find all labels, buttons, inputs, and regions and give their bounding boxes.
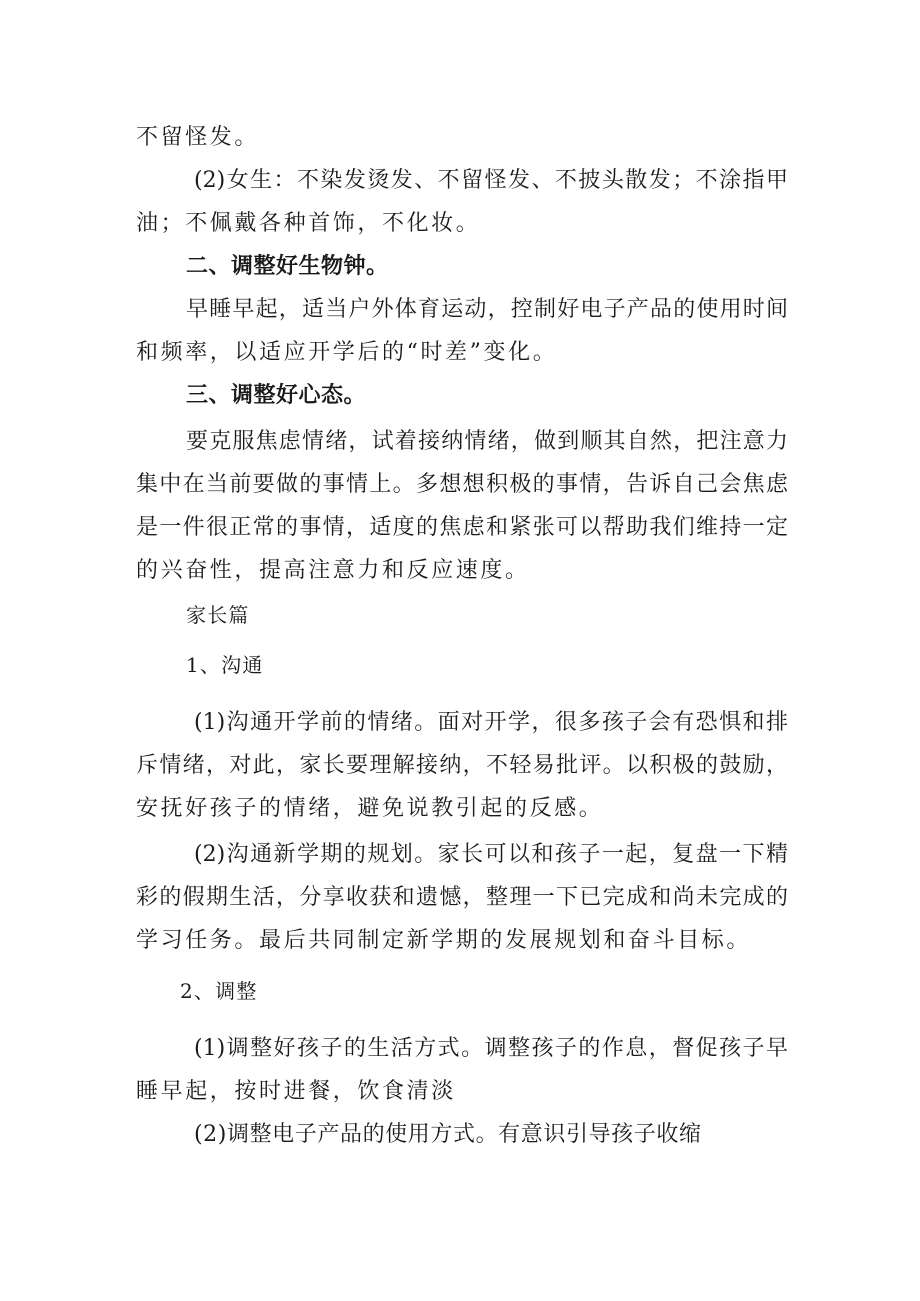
section-heading: 三、调整好心态。	[186, 383, 367, 408]
subsection-title: 1、沟通	[186, 653, 264, 677]
paragraph-line: 和频率，以适应开学后的“时差”变化。	[136, 340, 558, 365]
paragraph-line: 早睡早起，适当户外体育运动，控制好电子产品的使用时间	[186, 297, 788, 322]
paragraph-line: 要克服焦虑情绪，试着接纳情绪，做到顺其自然，把注意力	[186, 429, 788, 454]
subsection-title: 2、调整	[180, 979, 258, 1003]
paragraph-line: 是一件很正常的事情，适度的焦虑和紧张可以帮助我们维持一定	[136, 515, 788, 540]
paragraph-line: (2)沟通新学期的规划。家长可以和孩子一起，复盘一下精	[194, 842, 788, 867]
paragraph-line: (1)调整好孩子的生活方式。调整孩子的作息，督促孩子早	[194, 1036, 788, 1061]
paragraph-line: 集中在当前要做的事情上。多想想积极的事情，告诉自己会焦虑	[136, 472, 788, 497]
section-title: 家长篇	[186, 603, 250, 627]
paragraph-line: 学习任务。最后共同制定新学期的发展规划和奋斗目标。	[136, 928, 752, 953]
paragraph-line: 安抚好孩子的情绪，避免说教引起的反感。	[136, 796, 604, 821]
paragraph-line: (1)沟通开学前的情绪。面对开学，很多孩子会有恐惧和排	[194, 710, 788, 735]
paragraph-line: 的兴奋性，提高注意力和反应速度。	[136, 558, 530, 583]
paragraph-line: 彩的假期生活，分享收获和遗憾，整理一下已完成和尚未完成的	[136, 885, 788, 910]
paragraph-line: (2)调整电子产品的使用方式。有意识引导孩子收缩	[194, 1122, 702, 1147]
paragraph-line: (2)女生：不染发烫发、不留怪发、不披头散发；不涂指甲	[194, 168, 788, 193]
paragraph-line: 不留怪发。	[136, 125, 260, 150]
paragraph-line: 斥情绪，对此，家长要理解接纳，不轻易批评。以积极的鼓励，	[136, 753, 788, 778]
paragraph-line: 睡早起，按时进餐，饮食清淡	[136, 1079, 456, 1104]
paragraph-line: 油；不佩戴各种首饰，不化妆。	[136, 211, 481, 236]
section-heading: 二、调整好生物钟。	[186, 254, 389, 279]
